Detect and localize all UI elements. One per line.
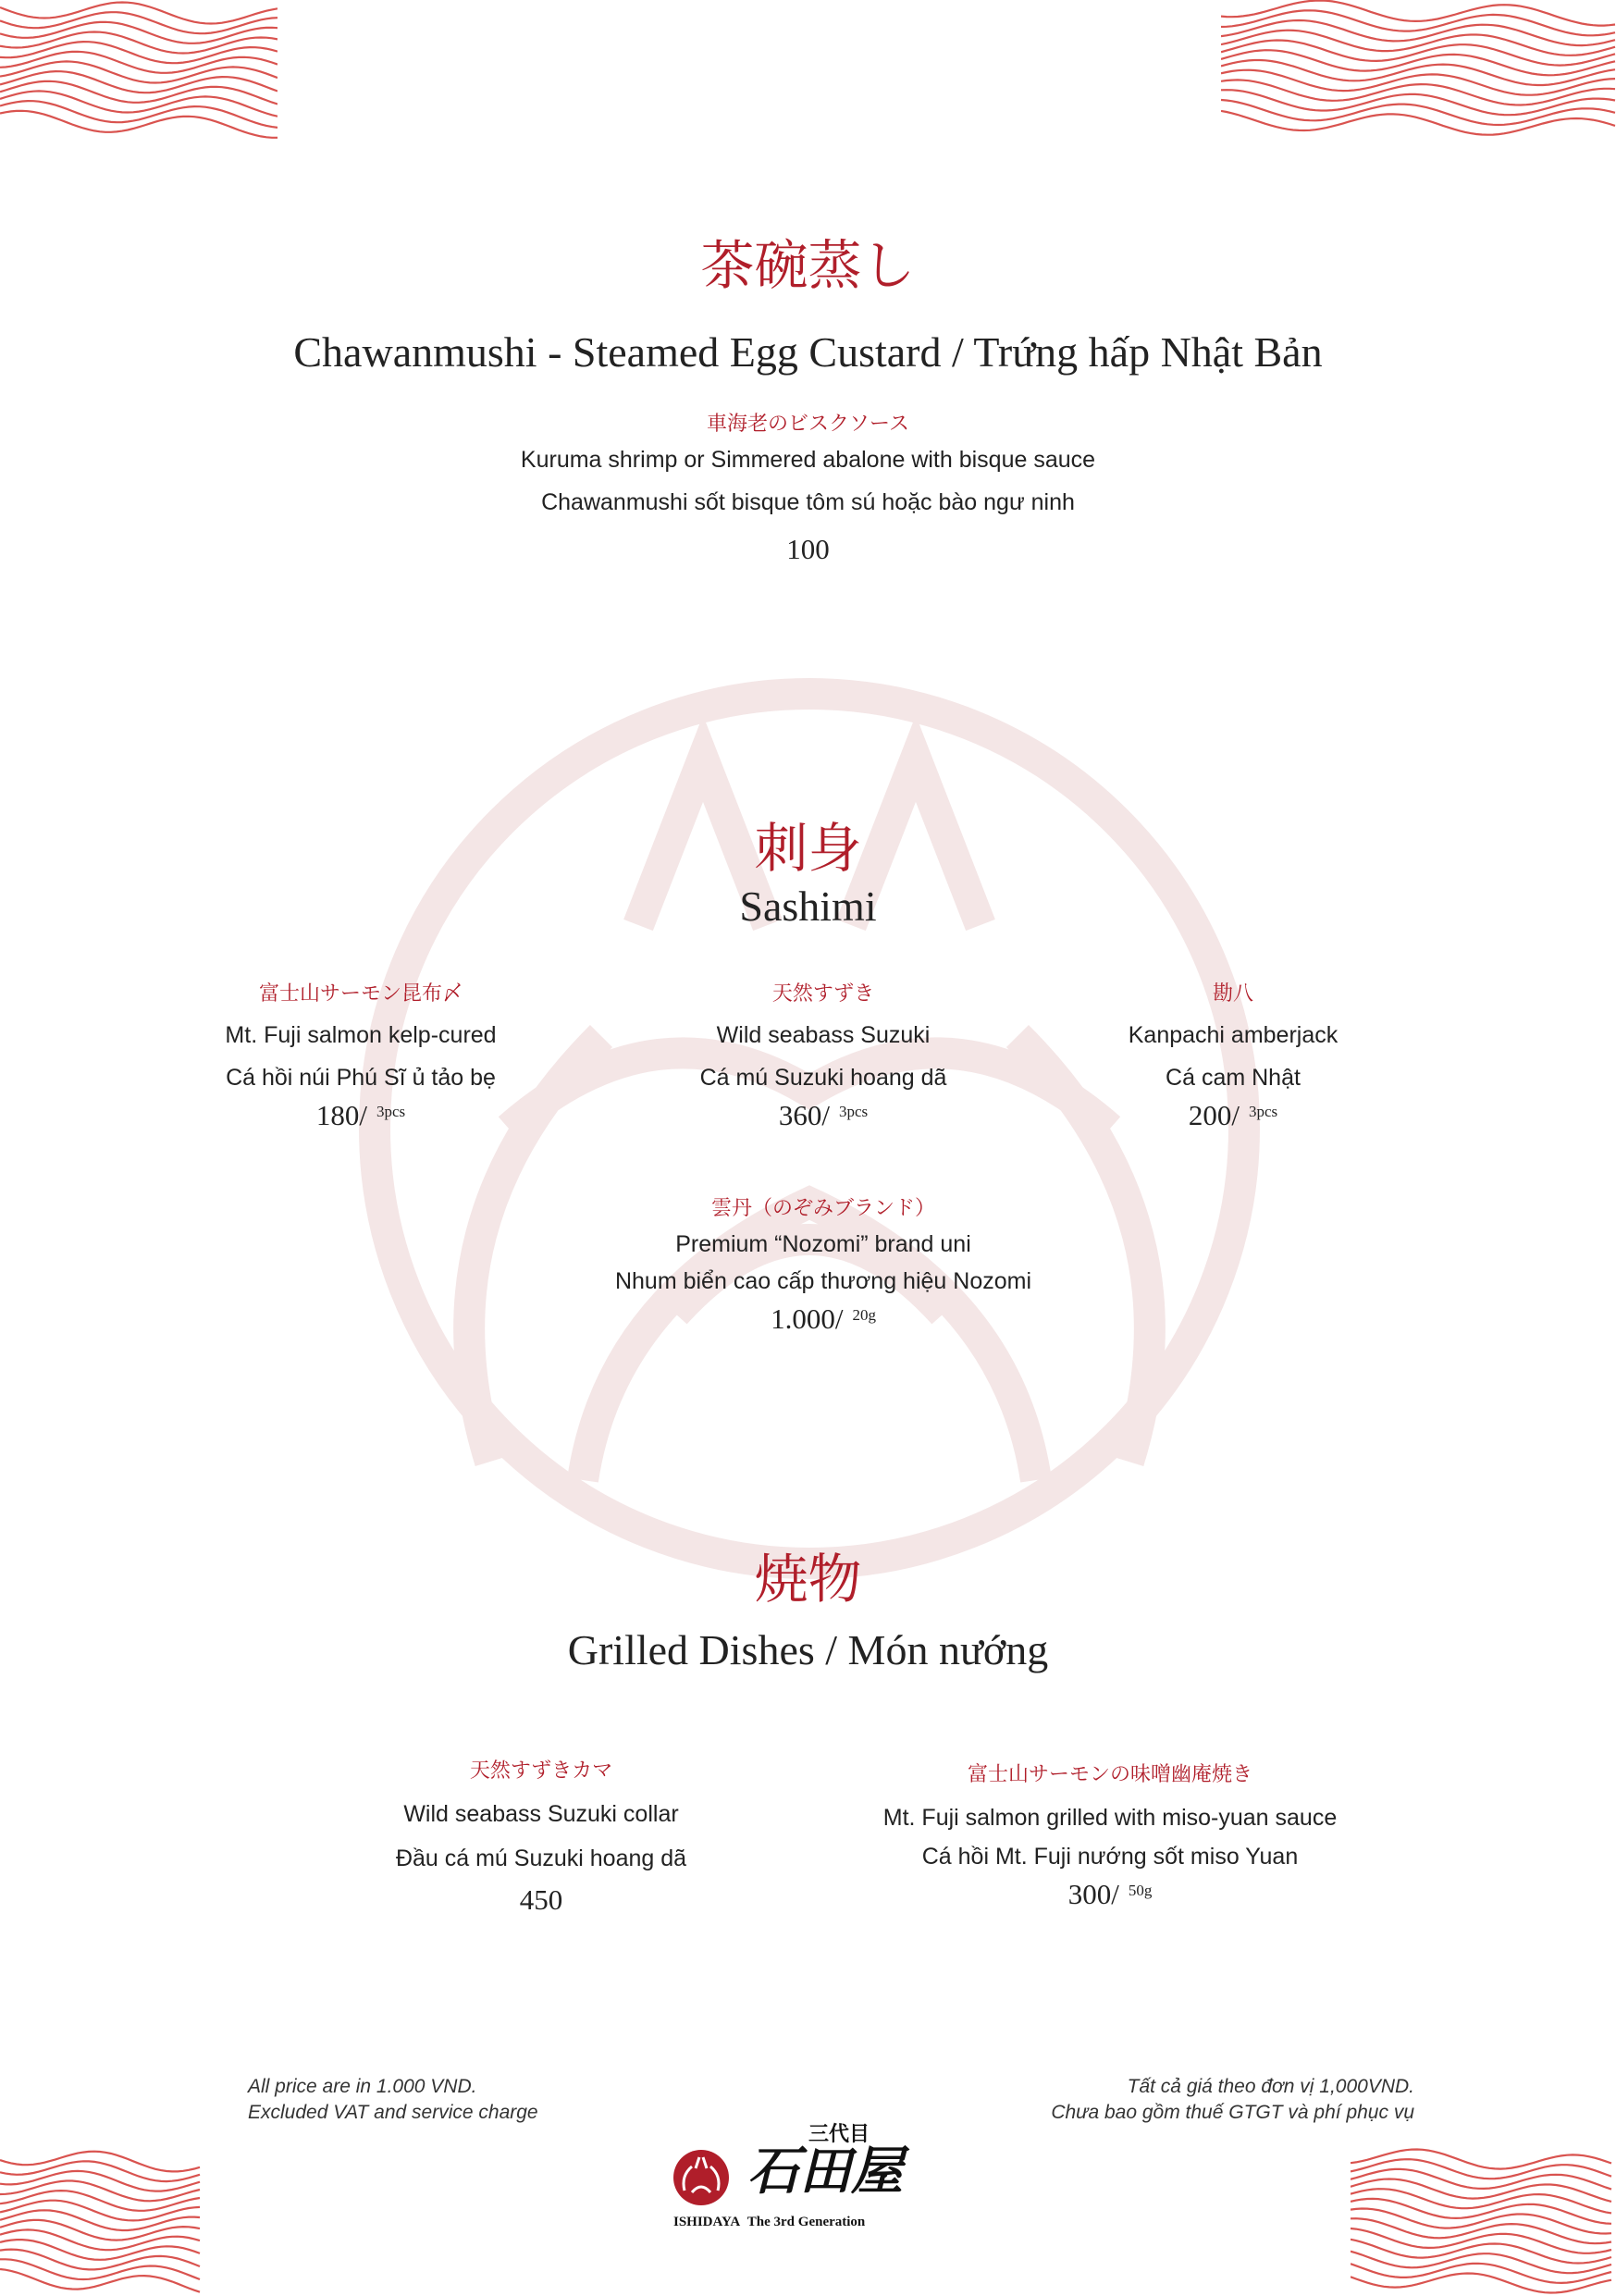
sashimi-item-vi: Cá mú Suzuki hoang dã: [699, 1065, 947, 1091]
grilled-item-price: [833, 1876, 1388, 1913]
price-note-vi-line2: Chưa bao gồm thuế GTGT và phí phục vụ: [1051, 2102, 1414, 2123]
price-unit: 3pcs: [1248, 1103, 1278, 1120]
price-note-en-line1: All price are in 1.000 VND.: [248, 2076, 477, 2097]
wave-pattern-icon: [1351, 2146, 1616, 2296]
list-item: [833, 1761, 1388, 1913]
grilled-item-vi: Đầu cá mú Suzuki hoang dã: [395, 1845, 687, 1871]
chawanmushi-item-jp: 車海老のビスクソース: [707, 413, 909, 436]
sashimi-item-price: [546, 1301, 1101, 1338]
sashimi-item-en: Wild seabass Suzuki: [716, 1022, 931, 1048]
wave-pattern-icon: [0, 2146, 204, 2296]
price-unit: 50g: [1128, 1882, 1153, 1899]
brand-subtitle: The 3rd Generation: [746, 2215, 866, 2229]
price-value: 180/: [315, 1099, 367, 1131]
price-value: 360/: [778, 1099, 830, 1131]
sashimi-item-jp: 富士山サーモン昆布〆: [258, 982, 463, 1006]
sashimi-title-jp: 刺身: [754, 817, 862, 880]
price-value: 1.000/: [771, 1302, 844, 1335]
sashimi-item-jp: 雲丹（のぞみブランド）: [710, 1197, 935, 1220]
logo-small-text: 三代目: [808, 2122, 870, 2146]
price-unit: 3pcs: [376, 1103, 406, 1120]
sashimi-item-en: Kanpachi amberjack: [1128, 1022, 1338, 1048]
crest-logo-icon: [672, 2148, 731, 2207]
sashimi-item-en: Premium “Nozomi” brand uni: [675, 1231, 971, 1257]
sashimi-title-en: Sashimi: [739, 883, 877, 930]
sashimi-item-vi: Cá hồi núi Phú Sĩ ủ tảo bẹ: [226, 1065, 496, 1091]
brand-logo: [670, 2118, 947, 2239]
list-item: [356, 1758, 726, 1919]
price-value: 300/: [1067, 1878, 1119, 1910]
sashimi-item-jp: 天然すずき: [771, 982, 875, 1006]
brand-name: [673, 2215, 865, 2230]
price-unit: 20g: [852, 1306, 876, 1324]
logo-main-text: 石田屋: [747, 2141, 903, 2202]
sashimi-item-vi: Nhum biển cao cấp thương hiệu Nozomi: [614, 1268, 1032, 1294]
sashimi-item-jp: 勘八: [1212, 982, 1253, 1006]
grilled-item-jp: 天然すずきカマ: [469, 1759, 613, 1783]
chawanmushi-item-price: 100: [786, 533, 830, 565]
price-unit: 3pcs: [838, 1103, 869, 1120]
grilled-item-jp: 富士山サーモンの味噌幽庵焼き: [967, 1763, 1252, 1786]
grilled-title-jp: 焼物: [754, 1548, 862, 1611]
list-item: [546, 1195, 1101, 1338]
grilled-item-en: Mt. Fuji salmon grilled with miso-yuan sauce: [882, 1805, 1338, 1831]
price-note-en: [248, 2074, 538, 2126]
list-item: [1048, 981, 1418, 1134]
grilled-title-en: Grilled Dishes / Món nướng: [567, 1626, 1049, 1673]
list-item: [638, 981, 1008, 1134]
wave-pattern-icon: [1221, 0, 1616, 139]
brand-name-text: ISHIDAYA: [673, 2215, 741, 2229]
grilled-item-price: [356, 1882, 726, 1919]
chawanmushi-item-vi: Chawanmushi sốt bisque tôm sú hoặc bào ngư ninh: [541, 489, 1075, 515]
sashimi-item-en: Mt. Fuji salmon kelp-cured: [225, 1022, 497, 1048]
grilled-item-en: Wild seabass Suzuki collar: [403, 1801, 679, 1827]
list-item: [176, 981, 546, 1134]
chawanmushi-title-jp: 茶碗蒸し: [700, 234, 916, 297]
chawanmushi-title-en: Chawanmushi - Steamed Egg Custard / Trứng hấp Nhật Bản: [293, 328, 1323, 376]
sashimi-item-price: [1048, 1097, 1418, 1134]
grilled-item-vi: Cá hồi Mt. Fuji nướng sốt miso Yuan: [921, 1844, 1299, 1870]
chawanmushi-item-en: Kuruma shrimp or Simmered abalone with bisque sauce: [520, 447, 1096, 473]
wave-pattern-icon: [0, 0, 278, 139]
sashimi-item-price: [638, 1097, 1008, 1134]
price-note-en-line2: Excluded VAT and service charge: [248, 2102, 538, 2123]
price-value: 200/: [1188, 1099, 1240, 1131]
sashimi-item-vi: Cá cam Nhật: [1166, 1065, 1301, 1091]
price-note-vi: [1051, 2074, 1414, 2126]
sashimi-item-price: [176, 1097, 546, 1134]
price-value: 450: [519, 1883, 563, 1916]
price-note-vi-line1: Tất cả giá theo đơn vị 1,000VND.: [1127, 2076, 1414, 2097]
